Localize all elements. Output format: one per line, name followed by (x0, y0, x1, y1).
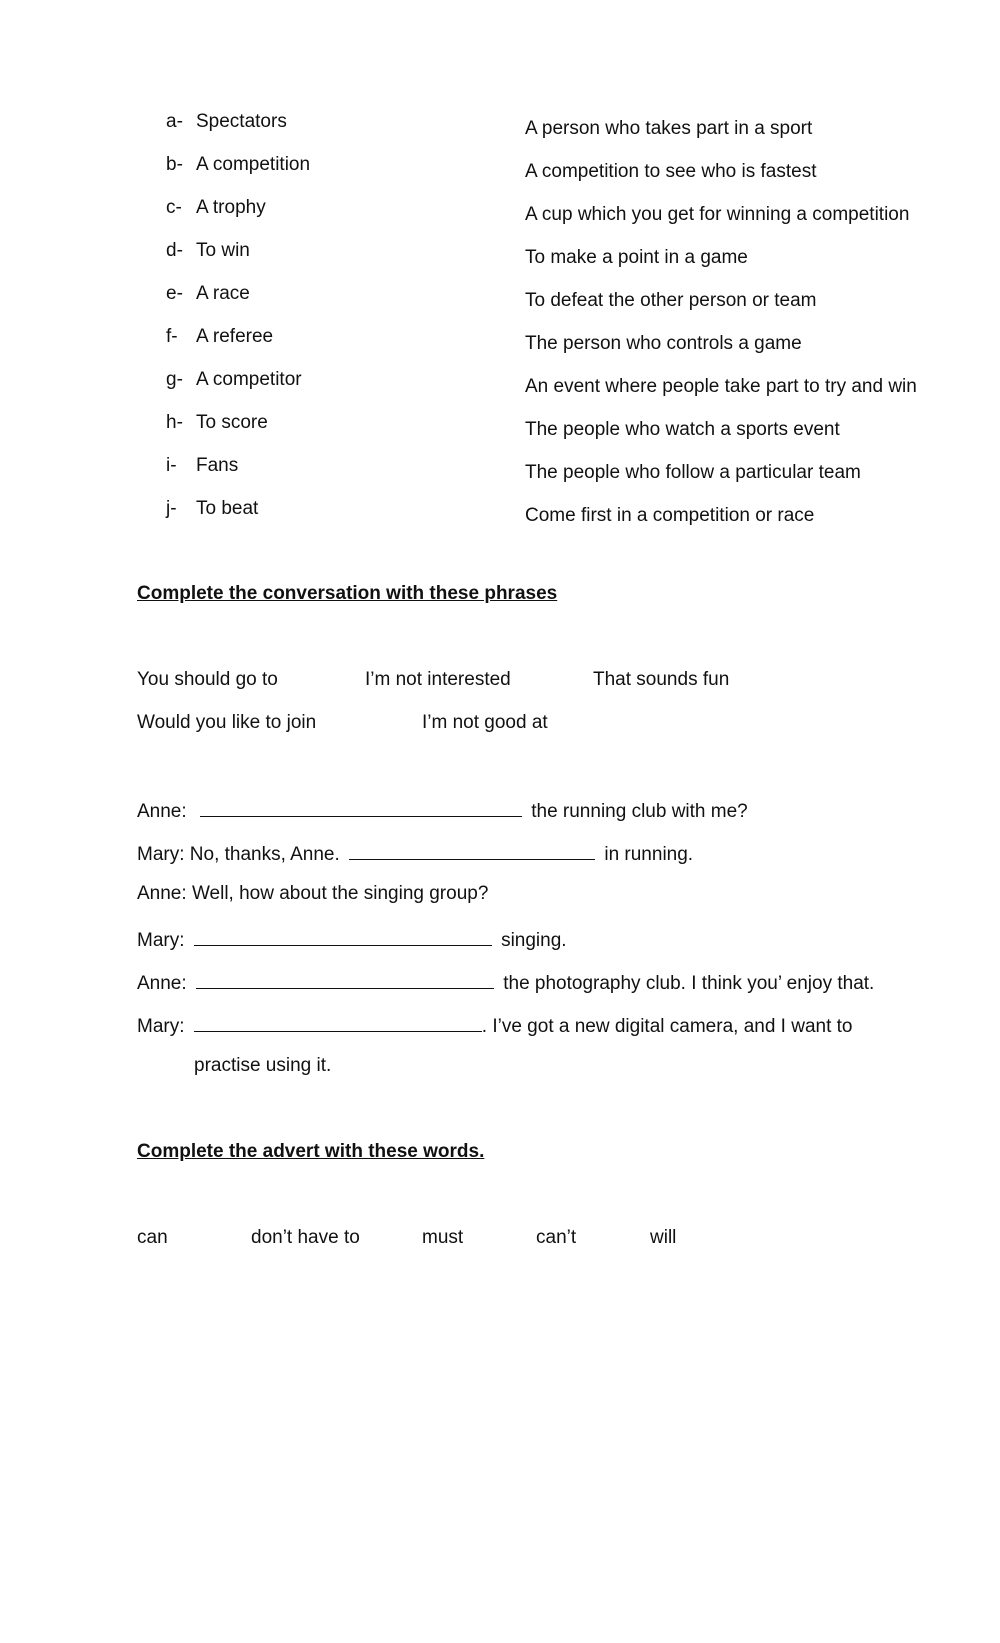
term-letter: f- (166, 326, 178, 347)
term-word: To beat (196, 498, 259, 519)
line-text: singing. (501, 930, 567, 951)
dialogue-line (137, 969, 874, 995)
definition: Come first in a competition or race (525, 505, 815, 526)
word: will (650, 1227, 677, 1248)
speaker: Anne: (137, 973, 187, 994)
definition: An event where people take part to try and win (525, 376, 917, 397)
definition: A cup which you get for winning a competition (525, 204, 910, 225)
word: can (137, 1227, 168, 1248)
phrase: I’m not interested (365, 669, 511, 690)
term-word: A competitor (196, 369, 302, 390)
speaker: Mary: (137, 844, 185, 865)
definition: To defeat the other person or team (525, 290, 817, 311)
term-letter: j- (166, 498, 177, 519)
advert-heading: Complete the advert with these words. (137, 1141, 485, 1162)
definition: A person who takes part in a sport (525, 118, 813, 139)
speaker: Anne: (137, 883, 187, 904)
term-word: To score (196, 412, 268, 433)
term-word: A competition (196, 154, 311, 175)
line-text: Well, how about the singing group? (191, 883, 489, 904)
term-word: To win (196, 240, 250, 261)
definition: The person who controls a game (525, 333, 802, 354)
term-word: A race (196, 283, 250, 304)
term-word: Spectators (196, 111, 287, 132)
line-text: the running club with me? (531, 801, 748, 822)
dialogue-continuation: practise using it. (194, 1055, 332, 1076)
word: must (422, 1227, 464, 1248)
speaker: Mary: (137, 1016, 185, 1037)
dialogue-line (137, 926, 567, 952)
term-word: A referee (196, 326, 274, 347)
answer-blank[interactable] (194, 1012, 482, 1032)
answer-blank[interactable] (196, 969, 494, 989)
dialogue-line (137, 797, 748, 823)
term-letter: b- (166, 154, 183, 175)
phrase: That sounds fun (593, 669, 730, 690)
line-text: . I’ve got a new digital camera, and I want to (481, 1016, 853, 1037)
term-word: A trophy (196, 197, 266, 218)
term-letter: g- (166, 369, 183, 390)
term-word: Fans (196, 455, 239, 476)
word: don’t have to (251, 1227, 360, 1248)
line-text: in running. (604, 844, 694, 865)
line-text: the photography club. I think you’ enjoy that. (503, 973, 875, 994)
term-letter: d- (166, 240, 183, 261)
dialogue-line (137, 883, 488, 905)
dialogue-line (137, 1012, 853, 1038)
definition: A competition to see who is fastest (525, 161, 817, 182)
definition: The people who watch a sports event (525, 419, 840, 440)
phrase: I’m not good at (422, 712, 548, 733)
definition: To make a point in a game (525, 247, 748, 268)
word: can’t (536, 1227, 577, 1248)
answer-blank[interactable] (194, 926, 492, 946)
term-letter: i- (166, 455, 177, 476)
speaker: Anne: (137, 801, 187, 822)
answer-blank[interactable] (349, 840, 595, 860)
definition: The people who follow a particular team (525, 462, 861, 483)
term-letter: e- (166, 283, 183, 304)
phrase: Would you like to join (137, 712, 317, 733)
term-letter: h- (166, 412, 183, 433)
conversation-heading: Complete the conversation with these phrases (137, 583, 558, 604)
phrase: You should go to (137, 669, 278, 690)
line-text: No, thanks, Anne. (189, 844, 340, 865)
term-letter: a- (166, 111, 183, 132)
term-letter: c- (166, 197, 182, 218)
answer-blank[interactable] (200, 797, 522, 817)
speaker: Mary: (137, 930, 185, 951)
dialogue-line (137, 840, 693, 866)
